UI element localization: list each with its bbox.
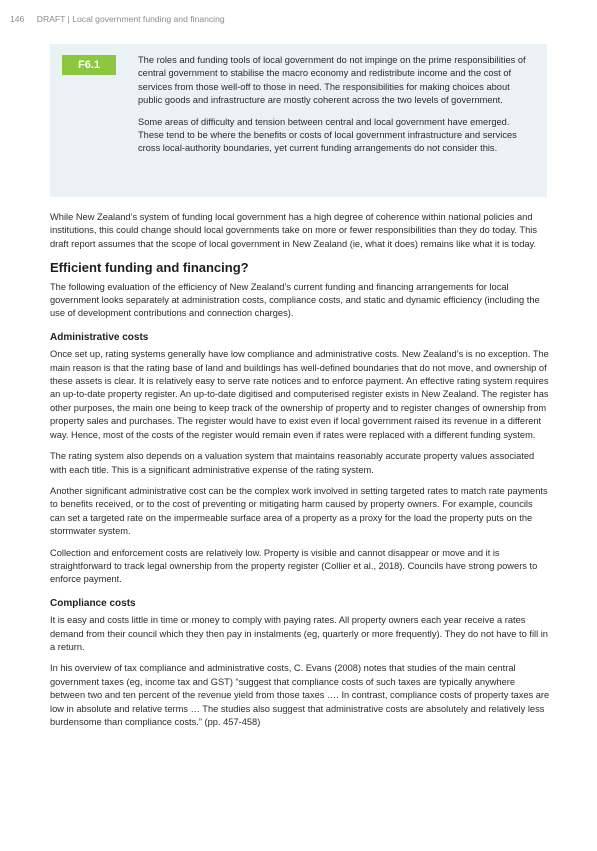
- page-number: 146: [10, 14, 25, 24]
- body-paragraph: The rating system also depends on a valuation system that maintains reasonably accurate property values associated with each title. This is a significant administrative expense of the rating system.: [50, 451, 535, 475]
- body-paragraph: Once set up, rating systems generally have low compliance and administrative costs. New Zealand’s is no exception. The main reason is that the rating base of land and buildings has well-defined boundaries that do not move, and ownership of these assets is clear. It is relatively easy to serve rate notices and to enforce payment. An effective rating system requires an up-to-date property register. An up-to-date digitised and computerised register exists in New Zealand. The register has other purposes, the main one being to keep track of the ownership of property and to register changes of ownership from property sales and purchases. The register would have to exist even if local government raised its revenue in a different way. Hence, most of the costs of the register would remain even if rates were replaced with a different funding system.: [50, 349, 549, 440]
- finding-label: F6.1: [62, 55, 116, 75]
- finding-paragraph: The roles and funding tools of local government do not impinge on the prime responsibilities of central government to stabilise the macro economy and redistribute income and the cost of services from those well-off to those in need. The responsibilities for making choices about public goods and infrastructure are mostly coherent across the two levels of government.: [138, 55, 526, 106]
- finding-paragraph: Some areas of difficulty and tension between central and local government have emerged. These tend to be where the benefits or costs of local government infrastructure and services cross local-authority boundaries, yet current funding arrangements do not consider this.: [138, 116, 517, 154]
- body-paragraph: It is easy and costs little in time or money to comply with paying rates. All property owners each year receive a rates demand from their council which they then pay in instalments (eg, quarterly or more frequently). They do not have to fill in a return.: [50, 615, 548, 652]
- compliance-costs-heading: Compliance costs: [50, 597, 136, 609]
- finding-text: [138, 54, 535, 164]
- running-header: [10, 14, 225, 24]
- intro-paragraph: While New Zealand’s system of funding local government has a high degree of coherence within national policies and institutions, this could change should local governments take on more or fewer responsibilities than they do today. This draft report assumes that the scope of local government in New Zealand (ie, what it does) remains like what it is today.: [50, 212, 537, 249]
- running-title: DRAFT | Local government funding and financing: [36, 14, 225, 24]
- admin-costs-heading: Administrative costs: [50, 331, 149, 343]
- section-heading: Efficient funding and financing?: [50, 260, 249, 276]
- section-intro-paragraph: The following evaluation of the efficiency of New Zealand’s current funding and financing arrangements for local government looks separately at administration costs, compliance costs, and static and dynamic efficiency (including the use of development contributions and connection charges).: [50, 281, 540, 319]
- body-paragraph: In his overview of tax compliance and administrative costs, C. Evans (2008) notes that studies of the main central government taxes (eg, income tax and GST) “suggest that compliance costs of such taxes are typically anywhere between two and ten percent of the revenue yield from those taxes …. In contrast, compliance costs of property taxes are low in absolute and relative terms … The studies also suggest that administrative costs are absolutely and relatively less burdensome than compliance costs.” (pp. 457-458): [50, 663, 550, 727]
- body-paragraph: Collection and enforcement costs are relatively low. Property is visible and cannot disappear or move and it is straightforward to track legal ownership from the property register (Collier et al., 2018). Councils have strong powers to enforce payment.: [50, 547, 538, 585]
- body-text: [50, 211, 550, 737]
- finding-box: [50, 44, 547, 197]
- body-paragraph: Another significant administrative cost can be the complex work involved in setting targeted rates to match rate payments to benefits received, or to the cost of preventing or mitigating harm caused by property owners. For example, councils can set a targeted rate on the impermeable surface area of a property as a proxy for the load the property puts on the stormwater system.: [50, 485, 548, 537]
